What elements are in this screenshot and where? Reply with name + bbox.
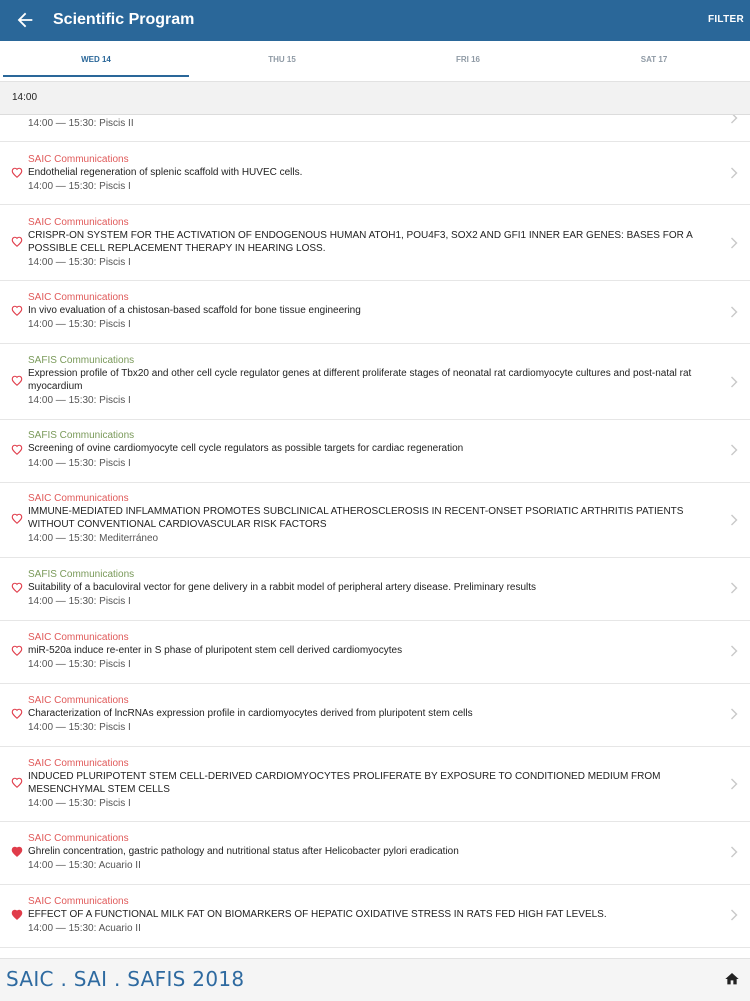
- item-title: In vivo evaluation of a chistosan-based scaffold for bone tissue engineering: [28, 305, 361, 316]
- list-item[interactable]: [0, 684, 750, 747]
- tab-wed-14[interactable]: WED 14: [81, 55, 111, 64]
- item-category: SAIC Communications: [28, 632, 129, 643]
- item-title: EFFECT OF A FUNCTIONAL MILK FAT ON BIOMARKERS OF HEPATIC OXIDATIVE STRESS IN RATS FED HIGH FAT LEVELS.: [28, 909, 607, 920]
- item-title: Suitability of a baculoviral vector for gene delivery in a rabbit model of peripheral artery disease. Preliminary results: [28, 582, 537, 593]
- item-time-location: 14:00 — 15:30: Piscis I: [28, 659, 131, 670]
- tab-sat-17[interactable]: SAT 17: [640, 55, 668, 64]
- item-title: INDUCED PLURIPOTENT STEM CELL-DERIVED CARDIOMYOCYTES PROLIFERATE BY EXPOSURE TO CONDITIONED MEDIUM FROM MESENCHYMAL STEM CELLS: [28, 771, 661, 795]
- item-title: CRISPR-ON SYSTEM FOR THE ACTIVATION OF ENDOGENOUS HUMAN ATOH1, POU4F3, SOX2 AND GFI1 INNER EAR GENES: BASES FOR A POSSIBLE CELL REPLACEMENT THERAPY IN HEARING LOSS.: [28, 230, 693, 254]
- chevron-right-icon: [730, 909, 738, 921]
- chevron-right-icon: [730, 306, 738, 318]
- list-item[interactable]: [0, 205, 750, 281]
- item-category: SAIC Communications: [28, 217, 129, 228]
- item-time-location: 14:00 — 15:30: Piscis I: [28, 798, 131, 809]
- time-section-header: [0, 82, 750, 115]
- item-time-location: 14:00 — 15:30: Piscis II: [28, 118, 134, 129]
- chevron-right-icon: [730, 167, 738, 179]
- item-category: SAIC Communications: [28, 695, 129, 706]
- item-category: SAIC Communications: [28, 292, 129, 303]
- item-time-location: 14:00 — 15:30: Mediterráneo: [28, 533, 159, 544]
- time-section-label: 14:00: [12, 92, 38, 103]
- item-time-location: 14:00 — 15:30: Piscis I: [28, 596, 131, 607]
- item-title: Expression profile of Tbx20 and other cell cycle regulator genes at different proliferate stages of neonatal rat cardiomyocyte cultures and post-natal rat myocardium: [28, 368, 692, 392]
- chevron-right-icon: [730, 237, 738, 249]
- chevron-right-icon: [730, 376, 738, 388]
- heart-icon[interactable]: [11, 444, 23, 455]
- filter-button[interactable]: FILTER: [707, 14, 744, 25]
- heart-icon[interactable]: [11, 708, 23, 719]
- list-item[interactable]: [0, 747, 750, 822]
- chevron-right-icon: [730, 582, 738, 594]
- item-category: SAFIS Communications: [28, 430, 135, 441]
- heart-icon[interactable]: [11, 909, 23, 920]
- item-time-location: 14:00 — 15:30: Acuario II: [28, 923, 141, 934]
- active-tab-indicator: [3, 75, 189, 77]
- item-time-location: 14:00 — 15:30: Piscis I: [28, 722, 131, 733]
- chevron-right-icon: [730, 708, 738, 720]
- list-item[interactable]: [0, 142, 750, 205]
- chevron-right-icon: [730, 444, 738, 456]
- chevron-right-icon: [730, 514, 738, 526]
- tab-fri-16[interactable]: FRI 16: [455, 55, 480, 64]
- item-category: SAIC Communications: [28, 493, 129, 504]
- list-item[interactable]: [0, 822, 750, 885]
- list-item[interactable]: [0, 885, 750, 948]
- heart-icon[interactable]: [11, 375, 23, 386]
- item-time-location: 14:00 — 15:30: Piscis I: [28, 257, 131, 268]
- app-bar: [0, 0, 750, 41]
- session-list[interactable]: [0, 115, 750, 958]
- list-item[interactable]: [0, 420, 750, 483]
- heart-icon[interactable]: [11, 305, 23, 316]
- item-title: miR-520a induce re-enter in S phase of pluripotent stem cell derived cardiomyocytes: [28, 645, 403, 656]
- item-category: SAIC Communications: [28, 833, 129, 844]
- heart-icon[interactable]: [11, 582, 23, 593]
- item-title: Screening of ovine cardiomyocyte cell cycle regulators as possible targets for cardiac regeneration: [28, 443, 464, 454]
- chevron-right-icon: [730, 645, 738, 657]
- list-item[interactable]: [0, 344, 750, 420]
- day-tabs: [0, 41, 750, 82]
- heart-icon[interactable]: [11, 236, 23, 247]
- brand-logo-text: SAIC . SAI . SAFIS 2018: [6, 967, 245, 991]
- item-time-location: 14:00 — 15:30: Acuario II: [28, 860, 141, 871]
- heart-icon[interactable]: [11, 513, 23, 524]
- home-icon[interactable]: [724, 971, 740, 987]
- tab-thu-15[interactable]: THU 15: [268, 55, 296, 64]
- item-title: IMMUNE-MEDIATED INFLAMMATION PROMOTES SUBCLINICAL ATHEROSCLEROSIS IN RECENT-ONSET PSORIATIC ARTHRITIS PATIENTS WITHOUT CONVENTIONAL CARDIOVASCULAR RISK FACTORS: [28, 506, 684, 530]
- item-category: SAIC Communications: [28, 896, 129, 907]
- arrow-left-icon[interactable]: [14, 9, 36, 31]
- list-item[interactable]: [0, 621, 750, 684]
- item-category: SAFIS Communications: [28, 569, 135, 580]
- footer-bar: [0, 958, 750, 1001]
- chevron-right-icon: [730, 115, 738, 124]
- heart-icon[interactable]: [11, 167, 23, 178]
- list-item[interactable]: [0, 281, 750, 344]
- item-category: SAFIS Communications: [28, 355, 135, 366]
- list-item[interactable]: [0, 558, 750, 621]
- heart-icon[interactable]: [11, 777, 23, 788]
- heart-icon[interactable]: [11, 645, 23, 656]
- item-time-location: 14:00 — 15:30: Piscis I: [28, 395, 131, 406]
- list-item[interactable]: [0, 483, 750, 558]
- item-category: SAIC Communications: [28, 154, 129, 165]
- chevron-right-icon: [730, 778, 738, 790]
- item-category: SAIC Communications: [28, 758, 129, 769]
- item-time-location: 14:00 — 15:30: Piscis I: [28, 319, 131, 330]
- item-title: Endothelial regeneration of splenic scaffold with HUVEC cells.: [28, 167, 303, 178]
- page-title: Scientific Program: [53, 11, 195, 28]
- item-time-location: 14:00 — 15:30: Piscis I: [28, 458, 131, 469]
- item-title: Ghrelin concentration, gastric pathology and nutritional status after Helicobacter pylori eradication: [28, 846, 459, 857]
- heart-icon[interactable]: [11, 846, 23, 857]
- item-title: Characterization of lncRNAs expression profile in cardiomyocytes derived from pluripotent stem cells: [28, 708, 473, 719]
- list-item[interactable]: [0, 115, 750, 142]
- item-time-location: 14:00 — 15:30: Piscis I: [28, 181, 131, 192]
- chevron-right-icon: [730, 846, 738, 858]
